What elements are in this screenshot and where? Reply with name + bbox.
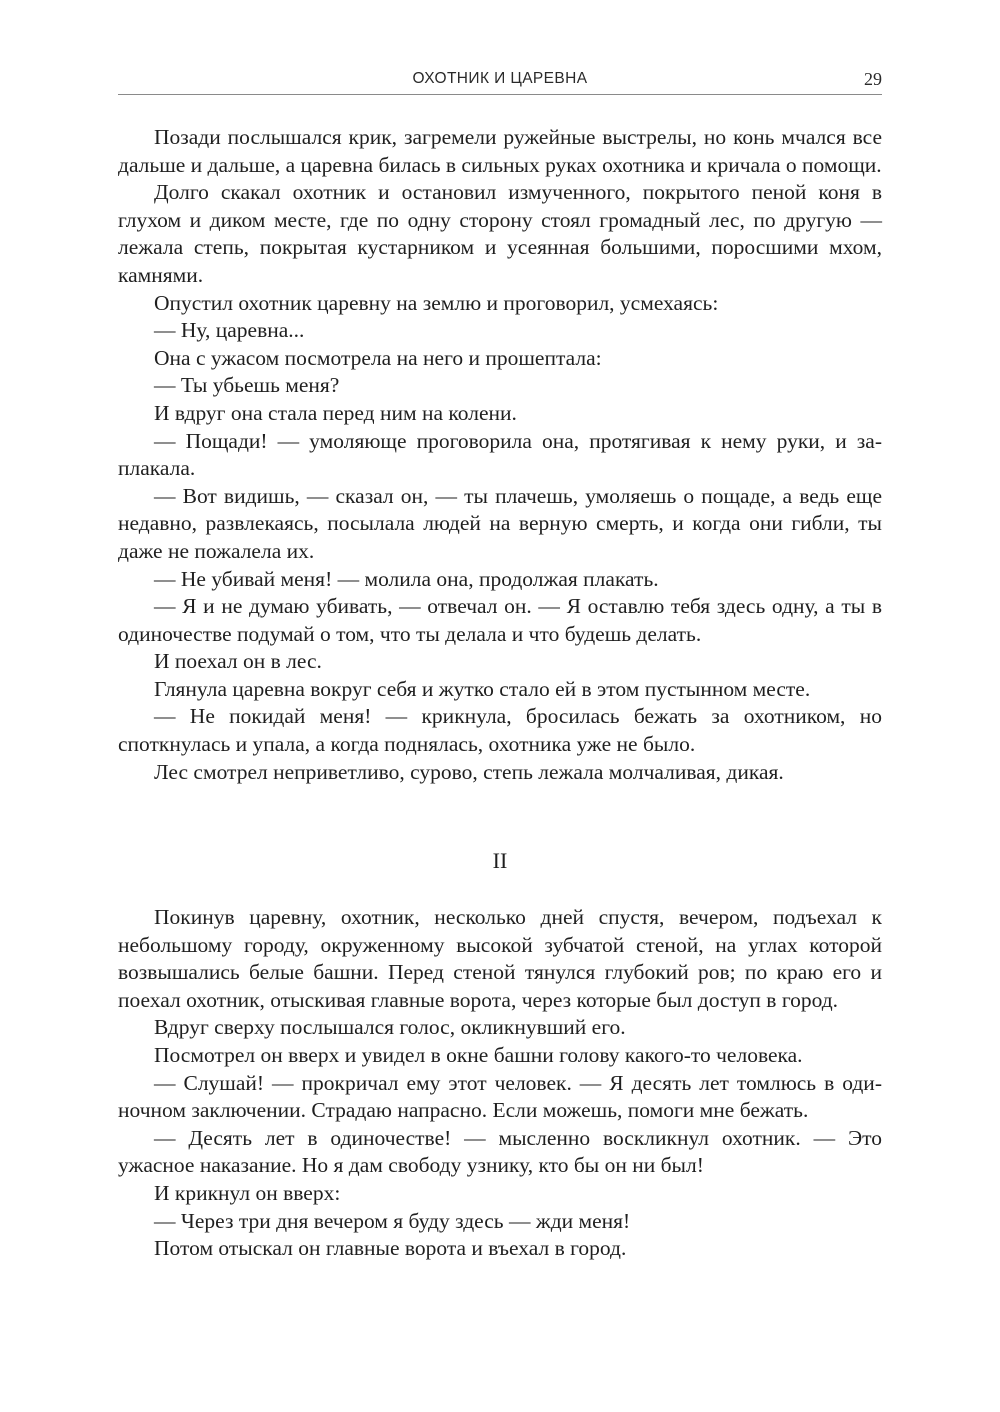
paragraph: — Вот видишь, — сказал он, — ты плачешь, умоляешь о пощаде, а ведь еще недавно, развлекаясь, посылала людей на верную смерть, и когда они гибли, ты даже не пожалела их. — [118, 483, 882, 563]
paragraph: Покинув царевну, охотник, несколько дней спустя, вечером, подъехал к небольшому городу, окруженному высокой зубчатой стеной, на углах которой возвышались белые башни. Перед стеной тянулся глубокий ров; по краю его и поехал охотник, отыскивая главные ворота, через которые был доступ в город. — [118, 905, 882, 1012]
paragraph: — Не покидай меня! — крикнула, бросилась бежать за охотником, но споткнулась и упала, а когда поднялась, охотника уже не было. — [118, 704, 882, 757]
page-number: 29 — [864, 69, 882, 89]
paragraph: — Я и не думаю убивать, — отвечал он. — Я оставлю тебя здесь одну, а ты в одиночестве подумай о том, что ты делала и что будешь делать. — [118, 594, 882, 646]
paragraph: Долго скакал охотник и остановил измученного, покрытого пеной коня в глухом и диком месте, где по одну сторону стоял громадный лес, по другую — лежала степь, покрытая кустарником и усеянная большими, поросшими мхом, камнями. — [118, 180, 882, 287]
paragraph: — Ты убьешь меня? — [154, 373, 340, 398]
paragraph: — Слушай! — прокричал ему этот человек. — Я десять лет томлюсь в одиночном заключении. Страдаю напрасно. Если можешь, помоги мне бежать. — [118, 1070, 882, 1123]
paragraph: Позади послышался крик, загремели ружейные выстрелы, но конь мчался все дальше и дальше, а царевна билась в сильных руках охотника и кричала о помощи. — [118, 125, 882, 177]
section-one-text — [118, 124, 882, 786]
section-two-text — [118, 904, 882, 1263]
paragraph: И поехал он в лес. — [154, 649, 322, 674]
running-header — [118, 68, 882, 95]
paragraph: Посмотрел он вверх и увидел в окне башни голову какого-то человека. — [154, 1042, 803, 1067]
paragraph: — Десять лет в одиночестве! — мысленно воскликнул охотник. — Это ужасное наказание. Но я дам свободу узнику, кто бы он ни был! — [118, 1125, 882, 1178]
paragraph: Глянула царевна вокруг себя и жутко стало ей в этом пустынном месте. — [154, 676, 811, 701]
paragraph: Она с ужасом посмотрела на него и прошептала: — [154, 345, 602, 370]
paragraph: Потом отыскал он главные ворота и въехал в город. — [154, 1236, 627, 1261]
paragraph: — Пощади! — умоляюще проговорила она, протягивая к нему руки, и заплакала. — [118, 428, 882, 481]
paragraph: Вдруг сверху послышался голос, окликнувший его. — [154, 1015, 626, 1040]
paragraph: — Не убивай меня! — молила она, продолжая плакать. — [154, 566, 659, 591]
paragraph: Опустил охотник царевну на землю и проговорил, усмехаясь: — [154, 290, 719, 315]
paragraph: Лес смотрел неприветливо, сурово, степь лежала молчаливая, дикая. — [154, 759, 784, 784]
paragraph: — Ну, царевна... — [154, 318, 305, 343]
paragraph: И крикнул он вверх: — [154, 1180, 341, 1205]
paragraph: И вдруг она стала перед ним на колени. — [154, 400, 517, 425]
running-title: ОХОТНИК И ЦАРЕВНА — [412, 70, 588, 87]
paragraph: — Через три дня вечером я буду здесь — жди меня! — [154, 1208, 631, 1233]
chapter-number: II — [492, 848, 508, 873]
